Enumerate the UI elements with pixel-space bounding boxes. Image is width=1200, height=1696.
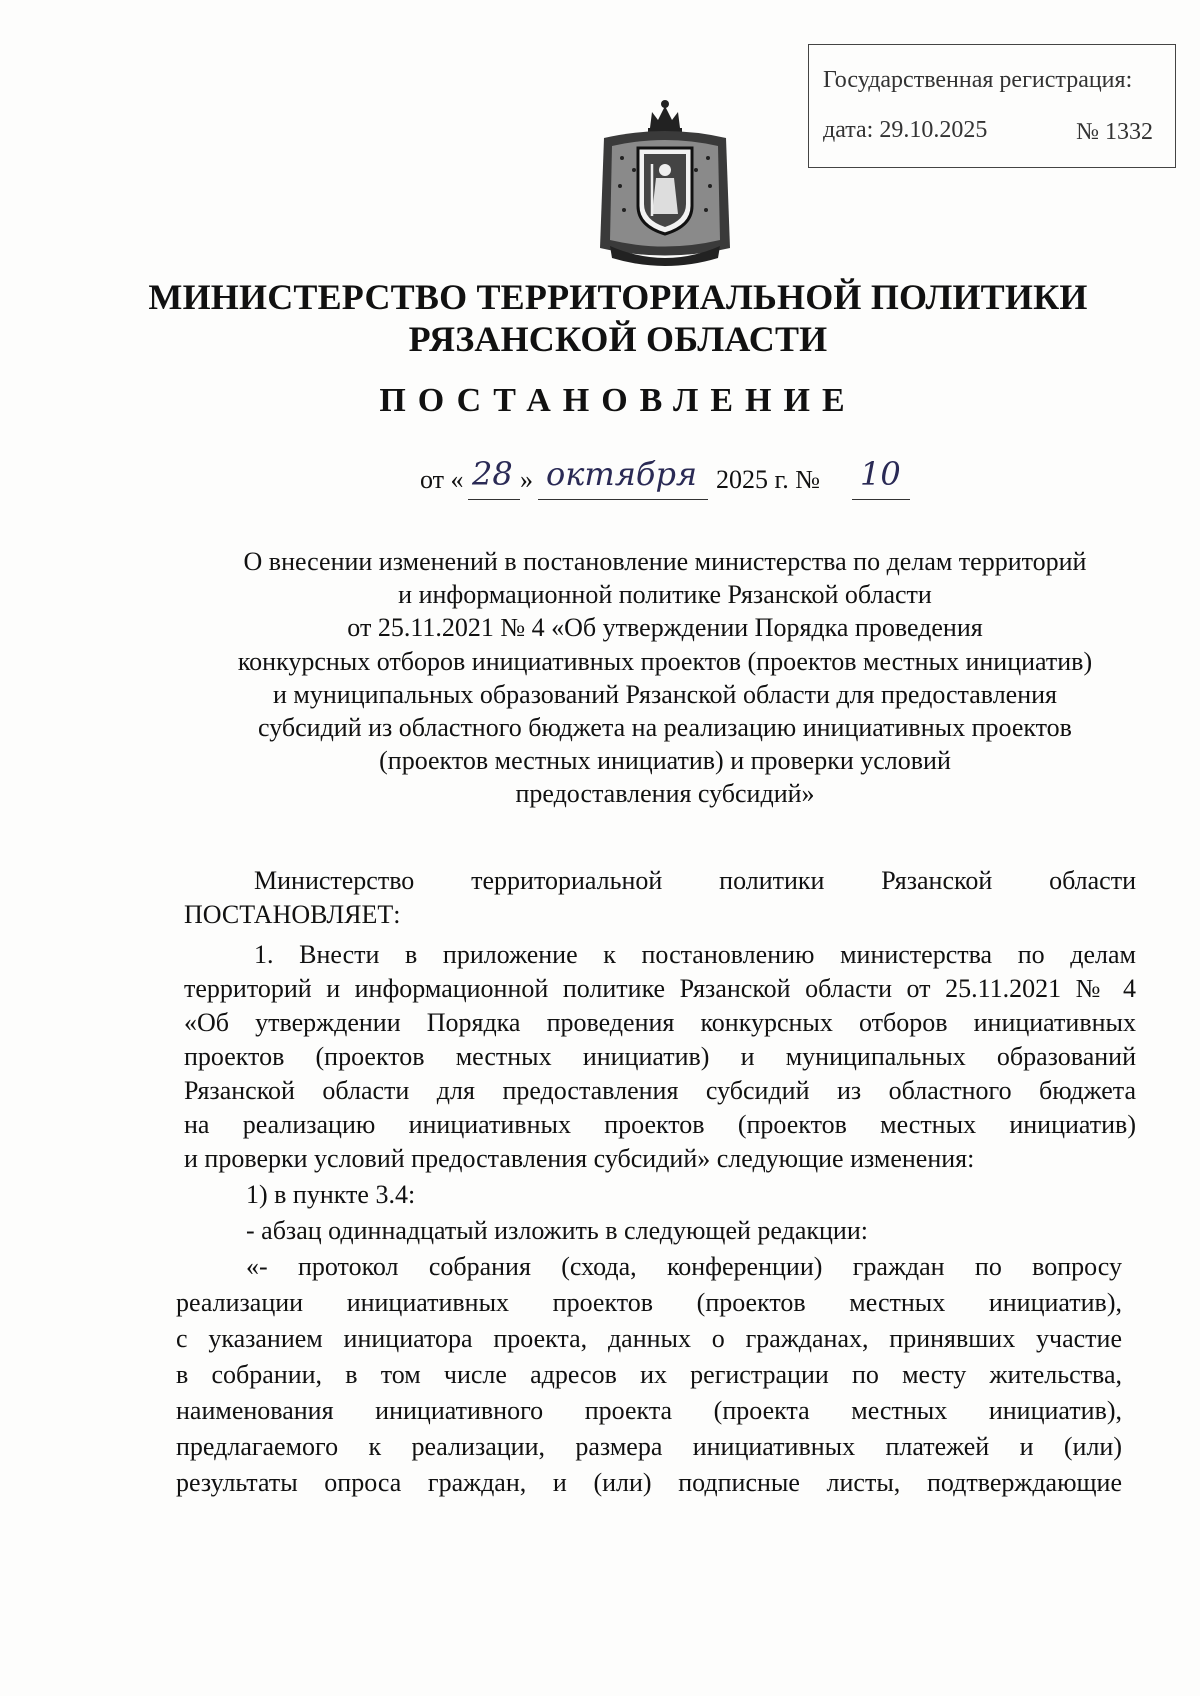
subject-line: (проектов местных инициатив) и проверки условий [379, 746, 951, 776]
quote-line: наименования инициативного проекта (проекта местных инициатив), [176, 1396, 1122, 1425]
subject-line: О внесении изменений в постановление министерства по делам территорий [243, 547, 1087, 576]
date-month-handwritten: октября [546, 455, 698, 493]
registration-number: № 1332 [1076, 119, 1153, 145]
quote-line: «- протокол собрания (схода, конференции) граждан по вопросу [246, 1252, 1122, 1281]
preamble-resolves: ПОСТАНОВЛЯЕТ: [184, 900, 401, 929]
month-underline [538, 499, 708, 500]
subject-line: субсидий из областного бюджета на реализацию инициативных проектов [258, 713, 1072, 743]
registration-stamp [808, 44, 1176, 168]
quote-line: в собрании, в том числе адресов их регистрации по месту жительства, [176, 1360, 1122, 1389]
subitem-1: 1) в пункте 3.4: [246, 1180, 416, 1209]
quote-line: реализации инициативных проектов (проектов местных инициатив), [176, 1288, 1122, 1317]
item1-last-line: и проверки условий предоставления субсидий» следующие изменения: [184, 1144, 975, 1173]
date-year-suffix: 2025 г. № [716, 465, 821, 494]
registration-title: Государственная регистрация: [823, 67, 1133, 93]
item1-line: Рязанской области для предоставления субсидий из областного бюджета [184, 1076, 1136, 1105]
item1-line: территорий и информационной политике Рязанской области от 25.11.2021 № 4 [184, 974, 1136, 1003]
subject-line: предоставления субсидий» [515, 779, 815, 809]
document-number-handwritten: 10 [860, 455, 901, 493]
coat-of-arms-icon [590, 98, 740, 270]
subitem-1-dash: - абзац одиннадцатый изложить в следующей редакции: [246, 1216, 868, 1245]
subject-line: конкурсных отборов инициативных проектов (проектов местных инициатив) [237, 646, 1093, 676]
date-quote-close: » [520, 465, 533, 494]
quote-line: результаты опроса граждан, и (или) подписные листы, подтверждающие [176, 1468, 1122, 1497]
document-type: ПОСТАНОВЛЕНИЕ [379, 382, 857, 419]
preamble-line: Министерство территориальной политики Рязанской области [254, 866, 1136, 895]
registration-date: дата: 29.10.2025 [823, 117, 988, 143]
item1-line: 1. Внести в приложение к постановлению министерства по делам [254, 940, 1136, 969]
subject-line: от 25.11.2021 № 4 «Об утверждении Порядка проведения [347, 613, 983, 643]
subject-line: и муниципальных образований Рязанской области для предоставления [273, 679, 1057, 709]
date-day-handwritten: 28 [472, 455, 513, 493]
ministry-title-line2: РЯЗАНСКОЙ ОБЛАСТИ [408, 319, 828, 359]
item1-line: «Об утверждении Порядка проведения конкурсных отборов инициативных [184, 1008, 1136, 1037]
subject-line: и информационной политике Рязанской области [398, 580, 932, 610]
quote-line: с указанием инициатора проекта, данных о гражданах, принявших участие [176, 1324, 1122, 1353]
date-line [420, 455, 1020, 515]
item1-line: на реализацию инициативных проектов (проектов местных инициатив) [184, 1110, 1136, 1139]
document-subject [170, 545, 1160, 811]
ministry-title-line1: МИНИСТЕРСТВО ТЕРРИТОРИАЛЬНОЙ ПОЛИТИКИ [148, 277, 1088, 317]
item1-line: проектов (проектов местных инициатив) и муниципальных образований [184, 1042, 1136, 1071]
day-underline [468, 499, 520, 500]
quote-line: предлагаемого к реализации, размера инициативных платежей и (или) [176, 1432, 1122, 1461]
number-underline [852, 499, 910, 500]
date-prefix: от « [420, 465, 464, 494]
